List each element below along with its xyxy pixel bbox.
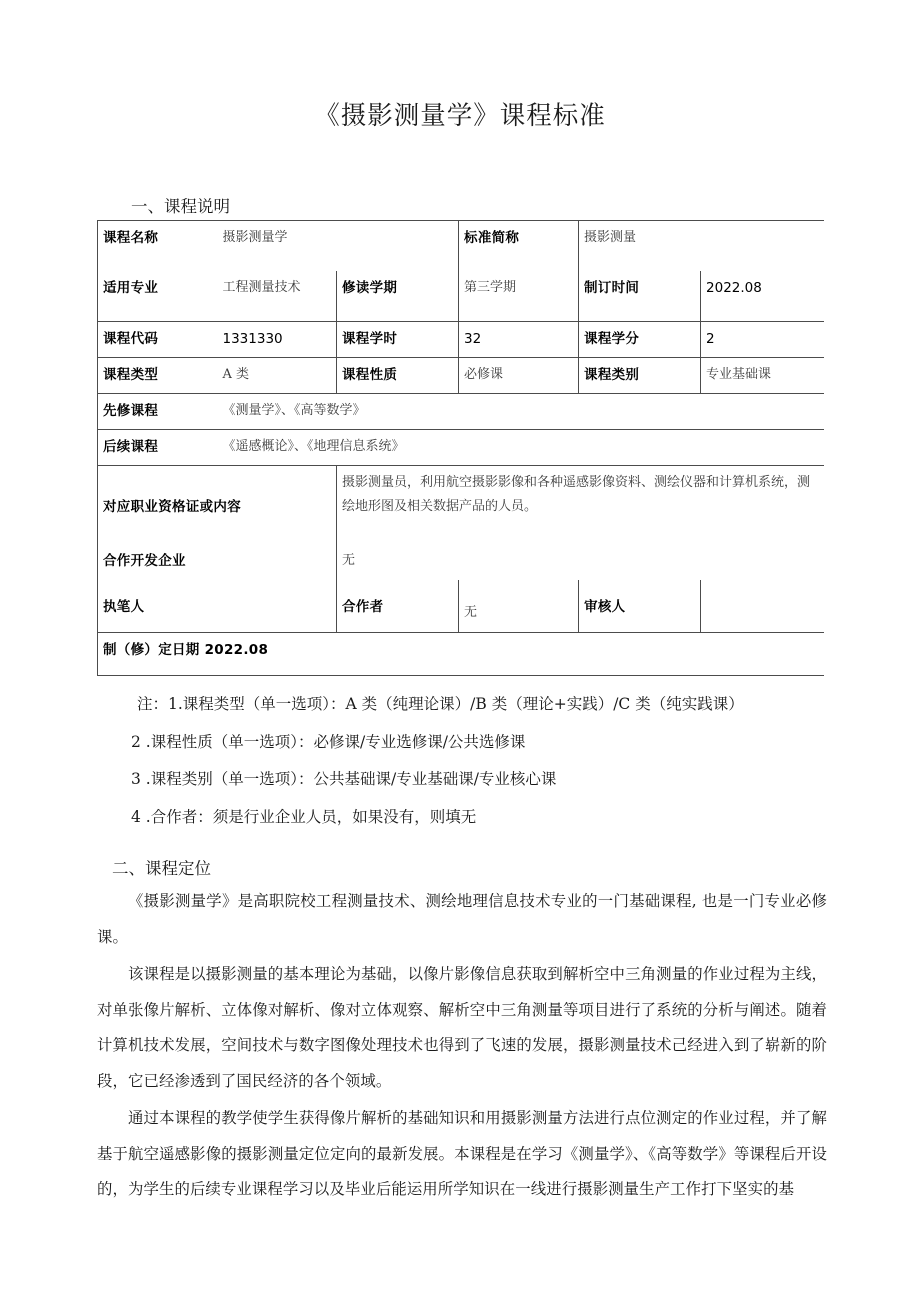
value-qualification: 摄影测量员，利用航空摄影影像和各种遥感影像资料、测绘仪器和计算机系统，测绘地形图及相关数据产品的人员。 [342, 475, 811, 515]
label-revision-time: 制订时间 [584, 280, 640, 296]
cell-semester-label [337, 271, 459, 322]
cell-standard-abbr-label [459, 221, 579, 272]
label-course-credit: 课程学分 [584, 331, 640, 347]
cell-course-code-value [218, 322, 337, 358]
label-author: 执笔人 [103, 599, 145, 616]
cell-standard-abbr-value [579, 221, 824, 272]
value-followup: 《遥感概论》、《地理信息系统》 [222, 439, 405, 455]
label-revision-date: 制（修）定日期 2022.08 [103, 642, 269, 659]
cell-semester-value [459, 271, 579, 322]
paragraph-3: 通过本课程的教学使学生获得像片解析的基础知识和用摄影测量方法进行点位测定的作业过程，并了解基于航空遥感影像的摄影测量定位定向的最新发展。本课程是在学习《测量学》、《高等数学》等课程后开设的，为学生的后续专业课程学习以及毕业后能运用所学知识在一线进行摄影测量生产工作打下坚实的基 [97, 1109, 827, 1198]
table-row [98, 394, 824, 430]
label-major: 适用专业 [103, 280, 159, 296]
cell-course-type-value [218, 358, 337, 394]
value-prereq: 《测量学》、《高等数学》 [222, 403, 366, 419]
value-partner-company: 无 [342, 553, 356, 569]
cell-prereq-label [98, 394, 218, 430]
cell-major-label [98, 271, 218, 322]
value-course-code: 1331330 [222, 331, 283, 347]
label-standard-abbr: 标准简称 [464, 230, 520, 246]
cell-course-code-label [98, 322, 218, 358]
cell-course-type-label [98, 358, 218, 394]
table-row [98, 221, 824, 272]
cell-course-name-label [98, 221, 218, 272]
label-course-category: 课程类别 [584, 367, 640, 384]
note-item-1: 注：1.课程类型（单一选项）：A 类（纯理论课）/B 类（理论+实践）/C 类（纯实践课） [137, 695, 744, 713]
cell-partner-company-value [337, 532, 824, 580]
course-info-table [97, 220, 824, 676]
cell-course-category-label [579, 358, 701, 394]
cell-followup-value [218, 430, 824, 466]
value-semester: 第三学期 [464, 280, 517, 295]
cell-major-value [218, 271, 337, 322]
cell-followup-label [98, 430, 218, 466]
cell-prereq-value [218, 394, 824, 430]
label-prereq: 先修课程 [103, 403, 159, 420]
value-major: 工程测量技术 [222, 280, 301, 295]
paragraph-1: 《摄影测量学》是高职院校工程测量技术、测绘地理信息技术专业的一门基础课程, 也是一门专业必修课。 [97, 892, 827, 946]
cell-course-hours-value [459, 322, 579, 358]
cell-qualification-label [98, 466, 337, 533]
section-heading-course-positioning: 二、课程定位 [112, 859, 211, 878]
label-course-type: 课程类型 [103, 367, 159, 384]
label-reviewer: 审核人 [584, 599, 626, 616]
label-course-hours: 课程学时 [342, 331, 398, 347]
table-row [98, 466, 824, 533]
cell-course-nature-label [337, 358, 459, 394]
cell-course-credit-label [579, 322, 701, 358]
section-heading-course-description: 一、课程说明 [131, 197, 230, 216]
paragraph-2: 该课程是以摄影测量的基本理论为基础，以像片影像信息获取到解析空中三角测量的作业过程为主线，对单张像片解析、立体像对解析、像对立体观察、解析空中三角测量等项目进行了系统的分析与阐述。随着计算机技术发展，空间技术与数字图像处理技术也得到了飞速的发展，摄影测量技术己经进入到了崭新的阶段，它已经渗透到了国民经济的各个领域。 [97, 965, 827, 1090]
page-title: 《摄影测量学》课程标准 [314, 101, 606, 131]
note-item-3: 3 .课程类别（单一选项）：公共基础课/专业基础课/专业核心课 [131, 770, 557, 788]
table-row [98, 430, 824, 466]
value-course-category: 专业基础课 [706, 367, 772, 383]
cell-course-credit-value [701, 322, 824, 358]
cell-collaborator-value [459, 580, 579, 633]
value-revision-time: 2022.08 [706, 280, 762, 296]
note-item-4: 4 .合作者：须是行业企业人员，如果没有，则填无 [131, 807, 477, 826]
label-followup: 后续课程 [103, 439, 159, 456]
value-course-credit: 2 [706, 331, 715, 347]
label-collaborator: 合作者 [342, 599, 384, 616]
cell-course-name-value [218, 221, 459, 272]
label-course-code: 课程代码 [103, 331, 159, 347]
label-qualification: 对应职业资格证或内容 [103, 499, 241, 516]
table-row [98, 358, 824, 394]
table-row [98, 580, 824, 633]
cell-revision-time-label [579, 271, 701, 322]
value-course-name: 摄影测量学 [222, 230, 288, 245]
value-course-nature: 必修课 [464, 367, 504, 383]
table-row [98, 633, 824, 676]
cell-course-category-value [701, 358, 824, 394]
table-row [98, 322, 824, 358]
value-course-hours: 32 [464, 331, 482, 347]
table-row [98, 271, 824, 322]
value-standard-abbr: 摄影测量 [584, 230, 637, 245]
label-partner-company: 合作开发企业 [103, 553, 186, 570]
value-collaborator: 无 [464, 605, 478, 621]
cell-author-label [98, 580, 337, 633]
value-course-type: A 类 [222, 367, 250, 383]
cell-reviewer-value [701, 580, 824, 633]
cell-collaborator-label [337, 580, 459, 633]
table-notes [0, 697, 920, 847]
cell-revision-date [98, 633, 824, 676]
table-row [98, 532, 824, 580]
cell-reviewer-label [579, 580, 701, 633]
cell-qualification-value [337, 466, 824, 533]
cell-course-nature-value [459, 358, 579, 394]
body-content [97, 884, 827, 1210]
label-course-nature: 课程性质 [342, 367, 398, 384]
cell-course-hours-label [337, 322, 459, 358]
note-item-2: 2 .课程性质（单一选项）：必修课/专业选修课/公共选修课 [131, 732, 526, 751]
cell-partner-company-label [98, 532, 337, 580]
label-course-name: 课程名称 [103, 230, 159, 246]
cell-revision-time-value [701, 271, 824, 322]
label-semester: 修读学期 [342, 280, 398, 296]
